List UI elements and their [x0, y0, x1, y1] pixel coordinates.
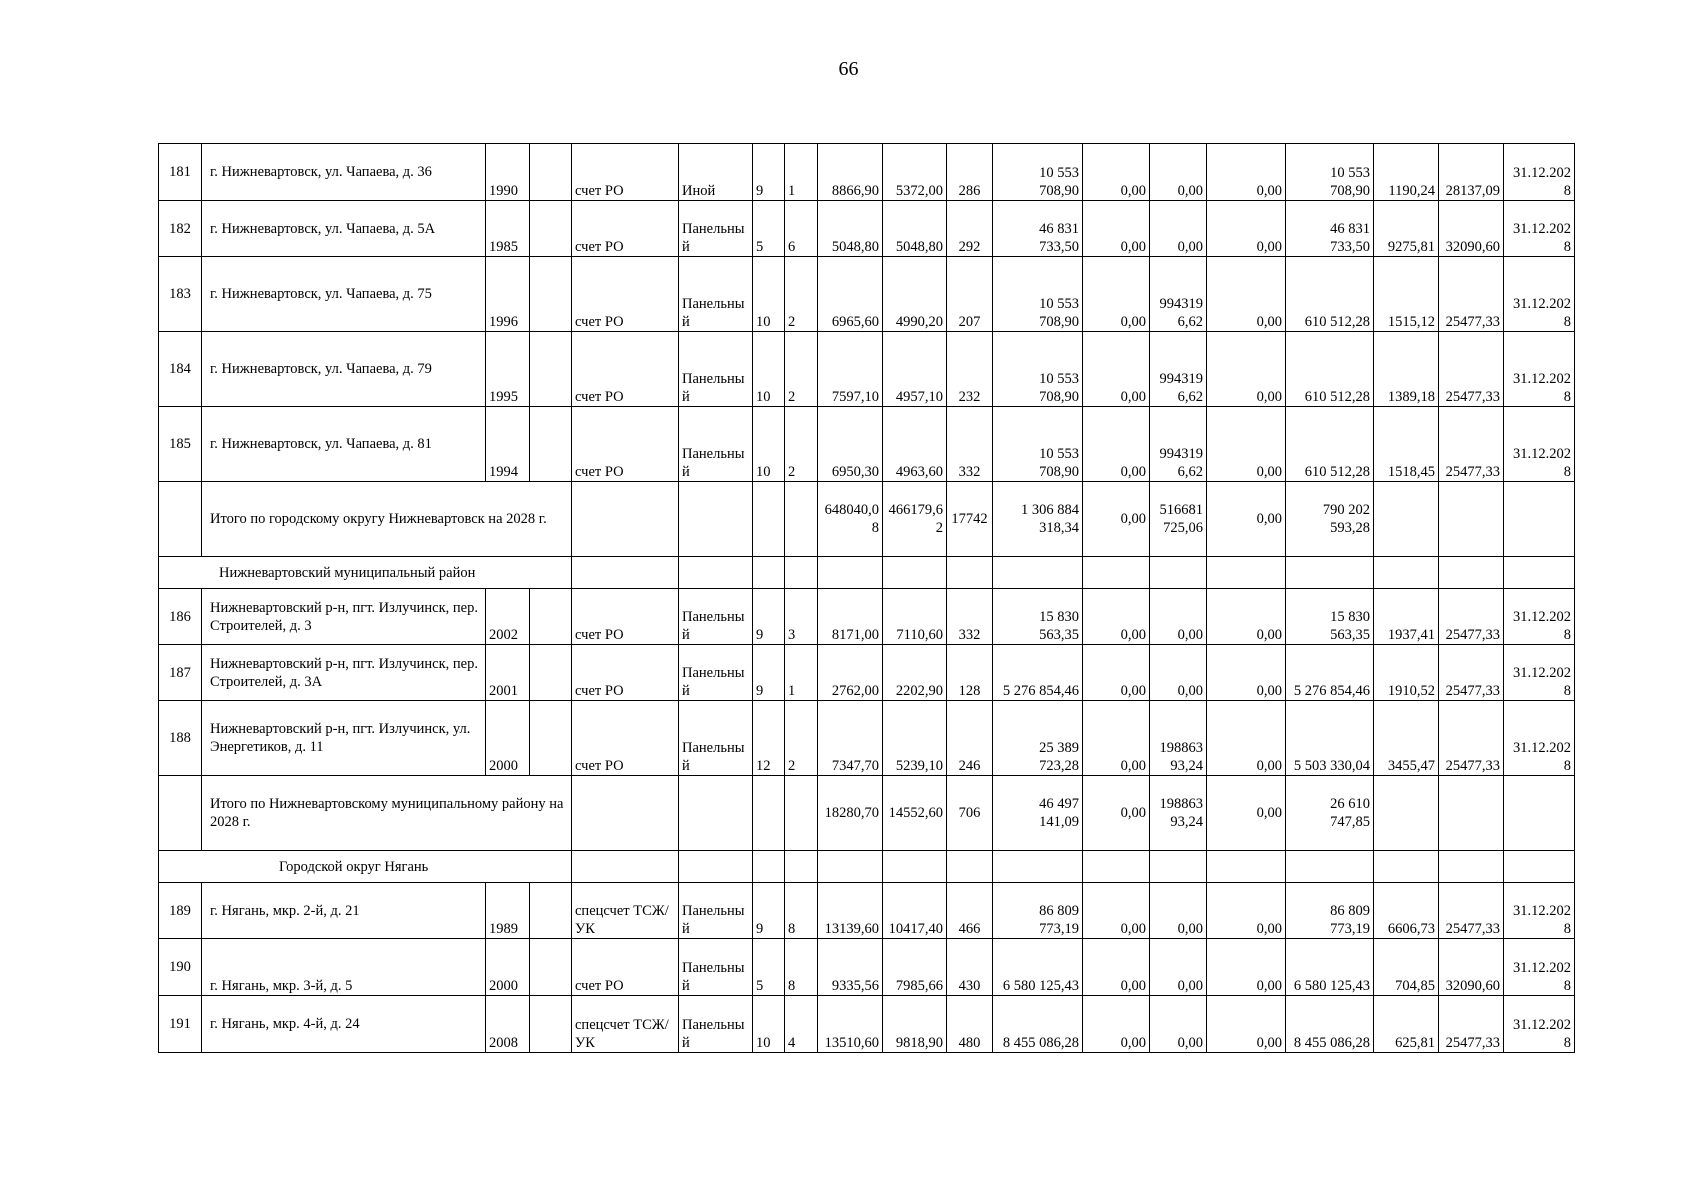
table-row [159, 407, 1575, 482]
row-entrances: 1 [785, 645, 818, 701]
section-blank [1150, 557, 1207, 589]
row-cost-total: 10 553 708,90 [993, 407, 1083, 482]
row-fund-fk: 0,00 [1083, 144, 1150, 201]
row-fund-budget-mo: 0,00 [1207, 939, 1286, 996]
row-limit-cost: 32090,60 [1439, 939, 1504, 996]
row-blank [530, 883, 572, 939]
section-blank [1439, 557, 1504, 589]
row-area-total: 9335,56 [818, 939, 883, 996]
row-year: 2000 [486, 939, 530, 996]
row-fund-budget-mo: 0,00 [1207, 144, 1286, 201]
row-blank [530, 645, 572, 701]
total-blank [1374, 482, 1439, 557]
section-blank [818, 557, 883, 589]
total-fund-fk: 0,00 [1083, 776, 1150, 851]
row-address: Нижневартовский р-н, пгт. Излучинск, ул. Энергетиков, д. 11 [202, 701, 486, 776]
row-fund-fk: 0,00 [1083, 701, 1150, 776]
row-fund-type: счет РО [572, 645, 679, 701]
row-number: 189 [159, 883, 202, 939]
row-area-living: 10417,40 [883, 883, 947, 939]
row-floors: 10 [753, 407, 785, 482]
row-area-living: 4990,20 [883, 257, 947, 332]
row-floors: 9 [753, 645, 785, 701]
row-cost-total: 25 389 723,28 [993, 701, 1083, 776]
row-blank [530, 589, 572, 645]
row-deadline: 31.12.2028 [1504, 144, 1575, 201]
row-fund-type: счет РО [572, 589, 679, 645]
row-number: 183 [159, 257, 202, 332]
row-residents: 246 [947, 701, 993, 776]
total-blank [1374, 776, 1439, 851]
row-fund-type: спецсчет ТСЖ/УК [572, 883, 679, 939]
row-residents: 466 [947, 883, 993, 939]
row-residents: 286 [947, 144, 993, 201]
row-cost-per-m2: 1910,52 [1374, 645, 1439, 701]
row-year: 1996 [486, 257, 530, 332]
row-floors: 5 [753, 939, 785, 996]
total-residents: 706 [947, 776, 993, 851]
total-fund-owners: 790 202 593,28 [1286, 482, 1374, 557]
total-label: Итого по Нижневартовскому муниципальному району на 2028 г. [202, 776, 572, 851]
row-fund-owners: 6 580 125,43 [1286, 939, 1374, 996]
total-area-total: 18280,70 [818, 776, 883, 851]
row-cost-per-m2: 1515,12 [1374, 257, 1439, 332]
row-area-total: 8171,00 [818, 589, 883, 645]
row-area-living: 4957,10 [883, 332, 947, 407]
row-fund-budget-mo: 0,00 [1207, 201, 1286, 257]
row-entrances: 2 [785, 257, 818, 332]
row-area-living: 5372,00 [883, 144, 947, 201]
row-cost-per-m2: 625,81 [1374, 996, 1439, 1053]
table-row [159, 701, 1575, 776]
total-blank [679, 482, 753, 557]
row-blank [530, 144, 572, 201]
row-fund-type: счет РО [572, 257, 679, 332]
row-fund-budget-ao: 0,00 [1150, 201, 1207, 257]
row-fund-fk: 0,00 [1083, 257, 1150, 332]
row-fund-type: спецсчет ТСЖ/УК [572, 996, 679, 1053]
row-address: г. Нижневартовск, ул. Чапаева, д. 36 [202, 144, 486, 201]
row-wall-material: Панельный [679, 257, 753, 332]
row-cost-total: 46 831 733,50 [993, 201, 1083, 257]
row-fund-owners: 5 276 854,46 [1286, 645, 1374, 701]
section-blank [993, 851, 1083, 883]
housing-repair-table [158, 143, 1575, 1053]
row-entrances: 1 [785, 144, 818, 201]
row-fund-type: счет РО [572, 144, 679, 201]
row-area-living: 9818,90 [883, 996, 947, 1053]
row-year: 1989 [486, 883, 530, 939]
section-blank [1374, 851, 1439, 883]
total-blank [785, 776, 818, 851]
row-fund-budget-mo: 0,00 [1207, 996, 1286, 1053]
row-fund-budget-ao: 0,00 [1150, 939, 1207, 996]
row-address: г. Нижневартовск, ул. Чапаева, д. 79 [202, 332, 486, 407]
row-fund-type: счет РО [572, 701, 679, 776]
row-fund-budget-mo: 0,00 [1207, 332, 1286, 407]
row-cost-total: 5 276 854,46 [993, 645, 1083, 701]
row-fund-fk: 0,00 [1083, 332, 1150, 407]
row-fund-budget-mo: 0,00 [1207, 883, 1286, 939]
row-fund-fk: 0,00 [1083, 883, 1150, 939]
row-number: 186 [159, 589, 202, 645]
row-address: г. Нижневартовск, ул. Чапаева, д. 81 [202, 407, 486, 482]
row-fund-fk: 0,00 [1083, 939, 1150, 996]
section-blank [1207, 557, 1286, 589]
row-cost-total: 10 553 708,90 [993, 332, 1083, 407]
section-blank [785, 851, 818, 883]
row-fund-budget-mo: 0,00 [1207, 589, 1286, 645]
row-address: г. Нижневартовск, ул. Чапаева, д. 5А [202, 201, 486, 257]
row-fund-budget-ao: 9943196,62 [1150, 332, 1207, 407]
row-area-living: 5239,10 [883, 701, 947, 776]
row-fund-fk: 0,00 [1083, 201, 1150, 257]
section-blank [1439, 851, 1504, 883]
row-entrances: 2 [785, 332, 818, 407]
section-blank [1504, 851, 1575, 883]
section-blank [753, 851, 785, 883]
total-fund-budget-ao: 19886393,24 [1150, 776, 1207, 851]
row-fund-budget-ao: 0,00 [1150, 645, 1207, 701]
row-cost-per-m2: 9275,81 [1374, 201, 1439, 257]
section-blank [947, 851, 993, 883]
row-fund-budget-ao: 0,00 [1150, 883, 1207, 939]
row-blank [530, 701, 572, 776]
total-area-living: 466179,62 [883, 482, 947, 557]
table-row [159, 883, 1575, 939]
row-fund-owners: 610 512,28 [1286, 257, 1374, 332]
row-area-total: 6950,30 [818, 407, 883, 482]
row-entrances: 8 [785, 939, 818, 996]
row-fund-fk: 0,00 [1083, 996, 1150, 1053]
row-number: 187 [159, 645, 202, 701]
row-area-living: 5048,80 [883, 201, 947, 257]
row-address: г. Нягань, мкр. 2-й, д. 21 [202, 883, 486, 939]
page-number: 66 [838, 58, 859, 80]
row-area-total: 2762,00 [818, 645, 883, 701]
section-blank [572, 851, 679, 883]
row-year: 1990 [486, 144, 530, 201]
row-entrances: 2 [785, 701, 818, 776]
row-cost-per-m2: 6606,73 [1374, 883, 1439, 939]
total-blank [753, 482, 785, 557]
row-residents: 292 [947, 201, 993, 257]
total-fund-budget-mo: 0,00 [1207, 776, 1286, 851]
row-fund-budget-mo: 0,00 [1207, 407, 1286, 482]
table-row [159, 144, 1575, 201]
section-blank [1374, 557, 1439, 589]
row-fund-budget-ao: 0,00 [1150, 589, 1207, 645]
total-blank [159, 776, 202, 851]
row-deadline: 31.12.2028 [1504, 407, 1575, 482]
row-cost-per-m2: 1389,18 [1374, 332, 1439, 407]
row-residents: 128 [947, 645, 993, 701]
row-cost-per-m2: 1937,41 [1374, 589, 1439, 645]
row-year: 1994 [486, 407, 530, 482]
row-deadline: 31.12.2028 [1504, 201, 1575, 257]
row-fund-type: счет РО [572, 939, 679, 996]
row-cost-total: 86 809 773,19 [993, 883, 1083, 939]
row-limit-cost: 25477,33 [1439, 332, 1504, 407]
total-blank [785, 482, 818, 557]
total-row [159, 482, 1575, 557]
section-row [159, 851, 1575, 883]
row-address: г. Нягань, мкр. 4-й, д. 24 [202, 996, 486, 1053]
total-blank [572, 482, 679, 557]
row-fund-budget-ao: 19886393,24 [1150, 701, 1207, 776]
section-blank [1504, 557, 1575, 589]
row-cost-total: 8 455 086,28 [993, 996, 1083, 1053]
section-blank [753, 557, 785, 589]
row-deadline: 31.12.2028 [1504, 332, 1575, 407]
row-fund-fk: 0,00 [1083, 589, 1150, 645]
section-blank [572, 557, 679, 589]
row-area-total: 8866,90 [818, 144, 883, 201]
row-wall-material: Панельный [679, 701, 753, 776]
row-limit-cost: 32090,60 [1439, 201, 1504, 257]
table-row [159, 257, 1575, 332]
section-heading: Нижневартовский муниципальный район [159, 557, 572, 589]
total-cost-total: 1 306 884 318,34 [993, 482, 1083, 557]
row-wall-material: Панельный [679, 939, 753, 996]
row-cost-per-m2: 704,85 [1374, 939, 1439, 996]
row-wall-material: Панельный [679, 201, 753, 257]
row-residents: 332 [947, 407, 993, 482]
row-number: 191 [159, 996, 202, 1053]
row-year: 2008 [486, 996, 530, 1053]
row-limit-cost: 28137,09 [1439, 144, 1504, 201]
row-fund-budget-ao: 9943196,62 [1150, 257, 1207, 332]
section-blank [993, 557, 1083, 589]
row-number: 184 [159, 332, 202, 407]
row-fund-owners: 610 512,28 [1286, 407, 1374, 482]
row-fund-type: счет РО [572, 407, 679, 482]
row-cost-per-m2: 1518,45 [1374, 407, 1439, 482]
row-limit-cost: 25477,33 [1439, 996, 1504, 1053]
section-blank [883, 557, 947, 589]
row-limit-cost: 25477,33 [1439, 883, 1504, 939]
row-deadline: 31.12.2028 [1504, 589, 1575, 645]
row-fund-owners: 10 553 708,90 [1286, 144, 1374, 201]
row-floors: 10 [753, 332, 785, 407]
row-area-total: 7597,10 [818, 332, 883, 407]
section-blank [785, 557, 818, 589]
row-entrances: 4 [785, 996, 818, 1053]
section-blank [947, 557, 993, 589]
row-entrances: 6 [785, 201, 818, 257]
row-floors: 5 [753, 201, 785, 257]
total-fund-budget-mo: 0,00 [1207, 482, 1286, 557]
row-address: г. Нягань, мкр. 3-й, д. 5 [202, 939, 486, 996]
row-number: 182 [159, 201, 202, 257]
row-fund-budget-ao: 9943196,62 [1150, 407, 1207, 482]
row-year: 2001 [486, 645, 530, 701]
row-cost-per-m2: 3455,47 [1374, 701, 1439, 776]
row-fund-budget-ao: 0,00 [1150, 996, 1207, 1053]
total-blank [1439, 776, 1504, 851]
row-fund-owners: 8 455 086,28 [1286, 996, 1374, 1053]
total-cost-total: 46 497 141,09 [993, 776, 1083, 851]
row-fund-budget-mo: 0,00 [1207, 701, 1286, 776]
row-fund-budget-mo: 0,00 [1207, 257, 1286, 332]
row-residents: 232 [947, 332, 993, 407]
row-deadline: 31.12.2028 [1504, 939, 1575, 996]
row-area-total: 5048,80 [818, 201, 883, 257]
row-area-living: 4963,60 [883, 407, 947, 482]
row-wall-material: Панельный [679, 589, 753, 645]
row-wall-material: Панельный [679, 883, 753, 939]
total-fund-fk: 0,00 [1083, 482, 1150, 557]
row-cost-total: 10 553 708,90 [993, 257, 1083, 332]
row-residents: 207 [947, 257, 993, 332]
row-number: 188 [159, 701, 202, 776]
total-blank [572, 776, 679, 851]
total-fund-budget-ao: 516681725,06 [1150, 482, 1207, 557]
row-residents: 480 [947, 996, 993, 1053]
row-wall-material: Панельный [679, 645, 753, 701]
row-cost-total: 6 580 125,43 [993, 939, 1083, 996]
row-area-total: 13139,60 [818, 883, 883, 939]
row-limit-cost: 25477,33 [1439, 257, 1504, 332]
row-fund-owners: 610 512,28 [1286, 332, 1374, 407]
row-blank [530, 332, 572, 407]
row-entrances: 2 [785, 407, 818, 482]
section-blank [679, 851, 753, 883]
row-area-total: 6965,60 [818, 257, 883, 332]
row-floors: 10 [753, 996, 785, 1053]
table-row [159, 645, 1575, 701]
section-blank [883, 851, 947, 883]
total-blank [159, 482, 202, 557]
total-blank [1504, 482, 1575, 557]
section-blank [1083, 851, 1150, 883]
section-row [159, 557, 1575, 589]
row-fund-owners: 5 503 330,04 [1286, 701, 1374, 776]
row-blank [530, 996, 572, 1053]
row-blank [530, 407, 572, 482]
row-deadline: 31.12.2028 [1504, 645, 1575, 701]
total-blank [1439, 482, 1504, 557]
row-year: 2002 [486, 589, 530, 645]
row-limit-cost: 25477,33 [1439, 589, 1504, 645]
row-blank [530, 257, 572, 332]
row-deadline: 31.12.2028 [1504, 701, 1575, 776]
row-deadline: 31.12.2028 [1504, 883, 1575, 939]
row-year: 1995 [486, 332, 530, 407]
row-cost-total: 10 553 708,90 [993, 144, 1083, 201]
row-residents: 430 [947, 939, 993, 996]
total-area-living: 14552,60 [883, 776, 947, 851]
row-entrances: 3 [785, 589, 818, 645]
row-fund-type: счет РО [572, 201, 679, 257]
row-address: Нижневартовский р-н, пгт. Излучинск, пер. Строителей, д. 3 [202, 589, 486, 645]
row-cost-per-m2: 1190,24 [1374, 144, 1439, 201]
row-year: 1985 [486, 201, 530, 257]
section-blank [679, 557, 753, 589]
row-deadline: 31.12.2028 [1504, 996, 1575, 1053]
row-fund-owners: 15 830 563,35 [1286, 589, 1374, 645]
section-heading: Городской округ Нягань [159, 851, 572, 883]
table-row [159, 201, 1575, 257]
row-number: 190 [159, 939, 202, 996]
section-blank [818, 851, 883, 883]
row-floors: 9 [753, 883, 785, 939]
total-label: Итого по городскому округу Нижневартовск на 2028 г. [202, 482, 572, 557]
section-blank [1207, 851, 1286, 883]
row-fund-budget-ao: 0,00 [1150, 144, 1207, 201]
section-blank [1286, 557, 1374, 589]
row-blank [530, 201, 572, 257]
row-area-total: 7347,70 [818, 701, 883, 776]
row-floors: 12 [753, 701, 785, 776]
row-floors: 9 [753, 589, 785, 645]
total-blank [753, 776, 785, 851]
table-row [159, 939, 1575, 996]
row-wall-material: Панельный [679, 332, 753, 407]
total-fund-owners: 26 610 747,85 [1286, 776, 1374, 851]
row-number: 181 [159, 144, 202, 201]
table-row [159, 332, 1575, 407]
row-blank [530, 939, 572, 996]
row-floors: 9 [753, 144, 785, 201]
total-area-total: 648040,08 [818, 482, 883, 557]
row-fund-owners: 86 809 773,19 [1286, 883, 1374, 939]
row-area-living: 2202,90 [883, 645, 947, 701]
total-residents: 17742 [947, 482, 993, 557]
row-wall-material: Панельный [679, 996, 753, 1053]
row-fund-budget-mo: 0,00 [1207, 645, 1286, 701]
row-area-living: 7985,66 [883, 939, 947, 996]
total-blank [679, 776, 753, 851]
row-wall-material: Панельный [679, 407, 753, 482]
row-limit-cost: 25477,33 [1439, 701, 1504, 776]
row-limit-cost: 25477,33 [1439, 645, 1504, 701]
row-cost-total: 15 830 563,35 [993, 589, 1083, 645]
section-blank [1286, 851, 1374, 883]
row-fund-type: счет РО [572, 332, 679, 407]
row-entrances: 8 [785, 883, 818, 939]
total-blank [1504, 776, 1575, 851]
row-fund-fk: 0,00 [1083, 407, 1150, 482]
row-fund-fk: 0,00 [1083, 645, 1150, 701]
section-blank [1083, 557, 1150, 589]
row-area-total: 13510,60 [818, 996, 883, 1053]
row-wall-material: Иной [679, 144, 753, 201]
table-row [159, 996, 1575, 1053]
row-limit-cost: 25477,33 [1439, 407, 1504, 482]
row-floors: 10 [753, 257, 785, 332]
row-fund-owners: 46 831 733,50 [1286, 201, 1374, 257]
row-deadline: 31.12.2028 [1504, 257, 1575, 332]
row-address: г. Нижневартовск, ул. Чапаева, д. 75 [202, 257, 486, 332]
row-area-living: 7110,60 [883, 589, 947, 645]
row-number: 185 [159, 407, 202, 482]
total-row [159, 776, 1575, 851]
row-residents: 332 [947, 589, 993, 645]
section-blank [1150, 851, 1207, 883]
row-address: Нижневартовский р-н, пгт. Излучинск, пер. Строителей, д. 3А [202, 645, 486, 701]
row-year: 2000 [486, 701, 530, 776]
table-row [159, 589, 1575, 645]
